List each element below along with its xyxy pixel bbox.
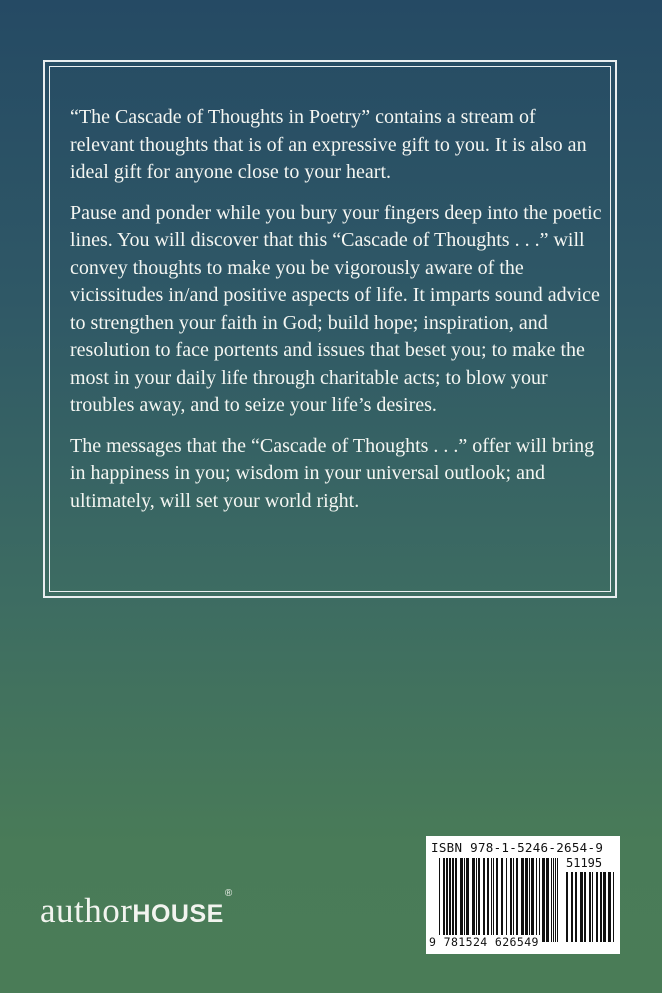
logo-author-text: author bbox=[40, 891, 133, 930]
barcode-bar bbox=[557, 858, 558, 942]
barcode-bar bbox=[483, 858, 485, 942]
publisher-logo bbox=[40, 888, 233, 930]
barcode-bar bbox=[464, 858, 465, 942]
barcode-bar bbox=[536, 858, 537, 942]
barcode-bar bbox=[613, 872, 614, 942]
barcode-bar bbox=[603, 872, 606, 942]
logo-house-text: HOUSE bbox=[132, 900, 224, 928]
barcode-bar bbox=[478, 858, 480, 942]
barcode-bar bbox=[555, 858, 556, 942]
barcode-bar bbox=[506, 858, 507, 942]
barcode-bar bbox=[596, 872, 598, 942]
barcode-box bbox=[426, 836, 620, 954]
blurb-paragraph-1: “The Cascade of Thoughts in Poetry” contains a stream of relevant thoughts that is of an expressive gift to you. It is also an ideal gift for anyone close to your heart. bbox=[70, 106, 587, 183]
barcode-bar bbox=[510, 858, 512, 942]
barcode-bar bbox=[501, 858, 503, 942]
barcode-bar bbox=[580, 872, 583, 942]
barcode-bar bbox=[589, 872, 591, 942]
barcode-bar bbox=[496, 858, 498, 942]
barcode-bar bbox=[529, 858, 530, 942]
barcode-bar bbox=[531, 858, 534, 942]
blurb-text bbox=[70, 104, 604, 515]
registered-trademark-mark: ® bbox=[224, 888, 233, 899]
barcode-bar bbox=[455, 858, 457, 942]
barcode-bar bbox=[487, 858, 489, 942]
isbn-label: ISBN 978-1-5246-2654-9 bbox=[431, 840, 604, 855]
blurb-paragraph-3: The messages that the “Cascade of Thoughts . . .” offer will bring in happiness in you; wisdom in your universal outlook; and ultimately, will set your world right. bbox=[70, 434, 595, 512]
barcode-bar bbox=[521, 858, 524, 942]
barcode-bar bbox=[513, 858, 514, 942]
barcode-bar bbox=[449, 858, 451, 942]
barcode-bar bbox=[592, 872, 593, 942]
blurb-paragraph-2: Pause and ponder while you bury your fingers deep into the poetic lines. You will discover that this “Cascade of Thoughts . . .” will convey thoughts to make you be vigorously aware of the vicissitudes in/and positive aspects of life. It imparts sound advice to strengthen your faith in God; build hope; inspiration, and resolution to face portents and issues that beset you; to make the most in your daily life through charitable acts; to blow your troubles away, and to seize your life’s desires. bbox=[70, 201, 602, 416]
barcode-bar bbox=[439, 858, 440, 942]
ean-digits: 9 781524 626549 bbox=[429, 935, 539, 949]
barcode-bar bbox=[551, 858, 552, 942]
barcode-bar bbox=[476, 858, 477, 942]
barcode-bar bbox=[460, 858, 463, 942]
barcode-bar bbox=[608, 872, 611, 942]
barcode-bar bbox=[491, 858, 492, 942]
price-code: 51195 bbox=[566, 856, 603, 870]
barcode-bar bbox=[493, 858, 494, 942]
barcode-bar bbox=[566, 872, 568, 942]
barcode-bar bbox=[472, 858, 475, 942]
barcode-bar bbox=[575, 872, 577, 942]
barcode-bar bbox=[516, 858, 518, 942]
barcode-bar bbox=[539, 858, 540, 942]
barcode-bar bbox=[466, 858, 469, 942]
barcode-bar bbox=[525, 858, 528, 942]
barcode-bar bbox=[571, 872, 573, 942]
barcode-bar bbox=[446, 858, 448, 942]
barcode-bar bbox=[553, 858, 554, 942]
barcode-bar bbox=[600, 872, 602, 942]
barcode-bar bbox=[542, 858, 545, 942]
barcode-bar bbox=[546, 858, 549, 942]
barcode-bar bbox=[452, 858, 454, 942]
barcode-bar bbox=[584, 872, 586, 942]
barcode-bar bbox=[443, 858, 445, 942]
